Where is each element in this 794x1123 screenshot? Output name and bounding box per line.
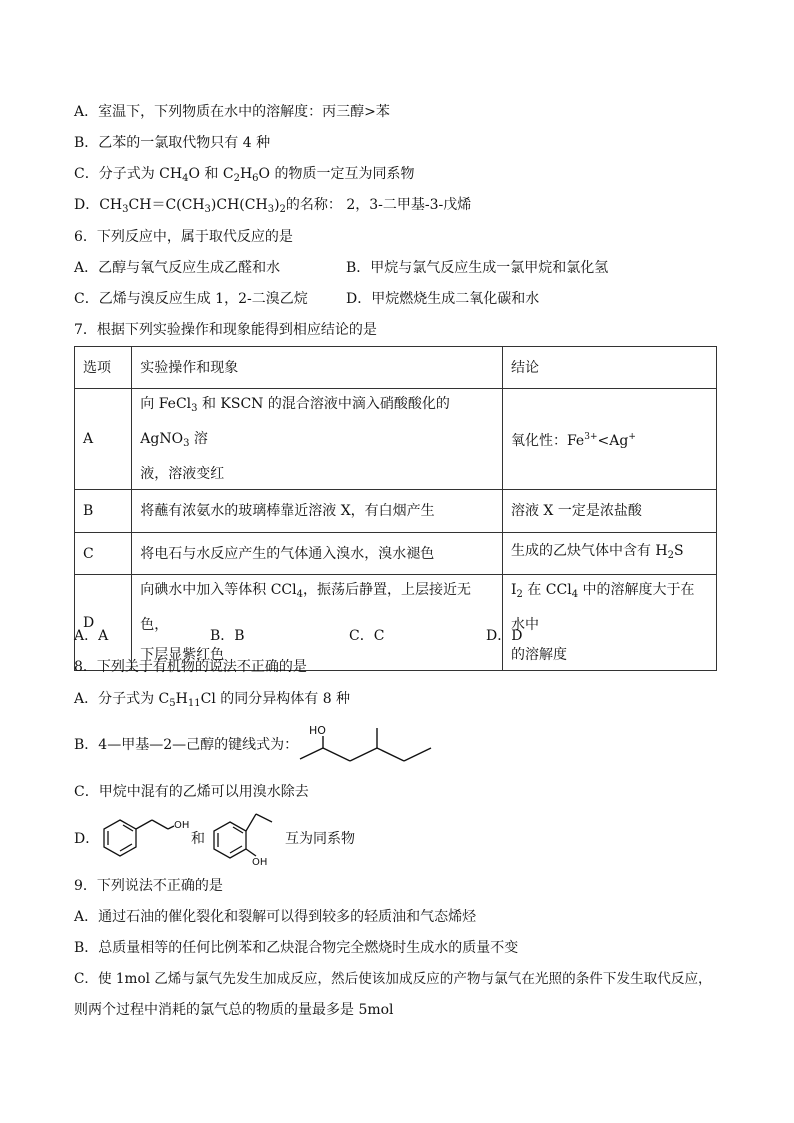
- q6-option-d: D．甲烷燃烧生成二氧化碳和水: [346, 291, 540, 307]
- q5-option-a: A．室温下，下列物质在水中的溶解度：丙三醇>苯: [74, 104, 390, 120]
- q6-stem: 6．下列反应中，属于取代反应的是: [74, 229, 293, 245]
- row-operation: 向碘水中加入等体积 CCl$_4$，振荡后静置，上层接近无色， 下层显紫红色: [132, 575, 503, 671]
- q6-option-c: C．乙烯与溴反应生成 1，2-二溴乙烷: [74, 291, 308, 307]
- row-operation: 将蘸有浓氨水的玻璃棒靠近溶液 X，有白烟产生: [132, 490, 503, 533]
- table-row: [75, 389, 717, 490]
- row-conclusion: 溶液 X 一定是浓盐酸: [502, 490, 716, 533]
- q7-table: [74, 346, 717, 671]
- q9-option-c-line1: C．使 1mol 乙烯与氯气先发生加成反应，然后使该加成反应的产物与氯气在光照的条件下发生取代反应，: [74, 971, 712, 987]
- row-option: B: [75, 490, 132, 533]
- row-operation: 向 FeCl$_3$ 和 KSCN 的混合溶液中滴入硝酸酸化的 AgNO$_3$ 溶 液，溶液变红: [132, 389, 503, 490]
- q8-d-conclusion: 互为同系物: [285, 831, 355, 847]
- q9-option-b: B．总质量相等的任何比例苯和乙炔混合物完全燃烧时生成水的质量不变: [74, 940, 519, 956]
- q5-option-c: C．分子式为 $CH_4O$ 和 $C_2H_6O$ 的物质一定互为同系物: [74, 166, 415, 184]
- row-conclusion: 氧化性：$Fe^{3+}<Ag^+$: [502, 389, 716, 490]
- q8-and: 和: [191, 831, 205, 847]
- q5-option-b: B．乙苯的一氯取代物只有 4 种: [74, 135, 271, 151]
- oh-label: OH: [174, 820, 190, 831]
- hydroxyl-label: HO: [309, 724, 326, 737]
- table-header-row: [75, 347, 717, 389]
- q6-option-b: B．甲烷与氯气反应生成一氯甲烷和氯化氢: [346, 260, 609, 276]
- q6-option-a: A．乙醇与氧气反应生成乙醛和水: [74, 260, 281, 276]
- q8-option-a: A．分子式为 $C_5H_{11}Cl$ 的同分异构体有 8 种: [74, 691, 351, 709]
- header-operation: 实验操作和现象: [132, 347, 503, 389]
- q7-stem: 7．根据下列实验操作和现象能得到相应结论的是: [74, 322, 377, 338]
- q9-option-c-line2: 则两个过程中消耗的氯气总的物质的量最多是 5mol: [74, 1002, 394, 1018]
- q9-option-a: A．通过石油的催化裂化和裂解可以得到较多的轻质油和气态烯烃: [74, 909, 477, 925]
- row-conclusion: $I_2$ 在 CCl$_4$ 中的溶解度大于在水中 的溶解度: [502, 575, 716, 671]
- q7-option-d: D．D: [486, 628, 523, 644]
- table-row: [75, 533, 717, 575]
- q9-stem: 9．下列说法不正确的是: [74, 878, 223, 894]
- structure-2-ethylphenol: [212, 812, 282, 868]
- row-operation: 将电石与水反应产生的气体通入溴水，溴水褪色: [132, 533, 503, 575]
- q7-option-b: B．B: [210, 628, 245, 644]
- q8-option-c: C．甲烷中混有的乙烯可以用溴水除去: [74, 784, 309, 800]
- table-row: [75, 490, 717, 533]
- skeletal-formula-4-methyl-2-hexanol: [295, 722, 445, 772]
- row-conclusion: 生成的乙炔气体中含有 $H_2S$: [502, 533, 716, 575]
- header-option: 选项: [75, 347, 132, 389]
- q8-option-b: B．4—甲基—2—己醇的键线式为：: [74, 737, 299, 753]
- structure-benzyl-alcohol: [102, 812, 192, 868]
- header-conclusion: 结论: [502, 347, 716, 389]
- row-option: A: [75, 389, 132, 490]
- row-option: C: [75, 533, 132, 575]
- row-option: D: [75, 575, 132, 671]
- q8-option-d-label: D．: [74, 831, 100, 847]
- q5-option-d: D．$CH_3CH=C(CH_3)CH(CH_3)_2$的名称： 2，3-二甲基-3-戊烯: [74, 197, 472, 215]
- q7-option-c: C．C: [349, 628, 385, 644]
- oh-label: OH: [252, 857, 268, 868]
- q8-stem: 8．下列关于有机物的说法不正确的是: [74, 659, 307, 675]
- q7-option-a: A．A: [74, 628, 109, 644]
